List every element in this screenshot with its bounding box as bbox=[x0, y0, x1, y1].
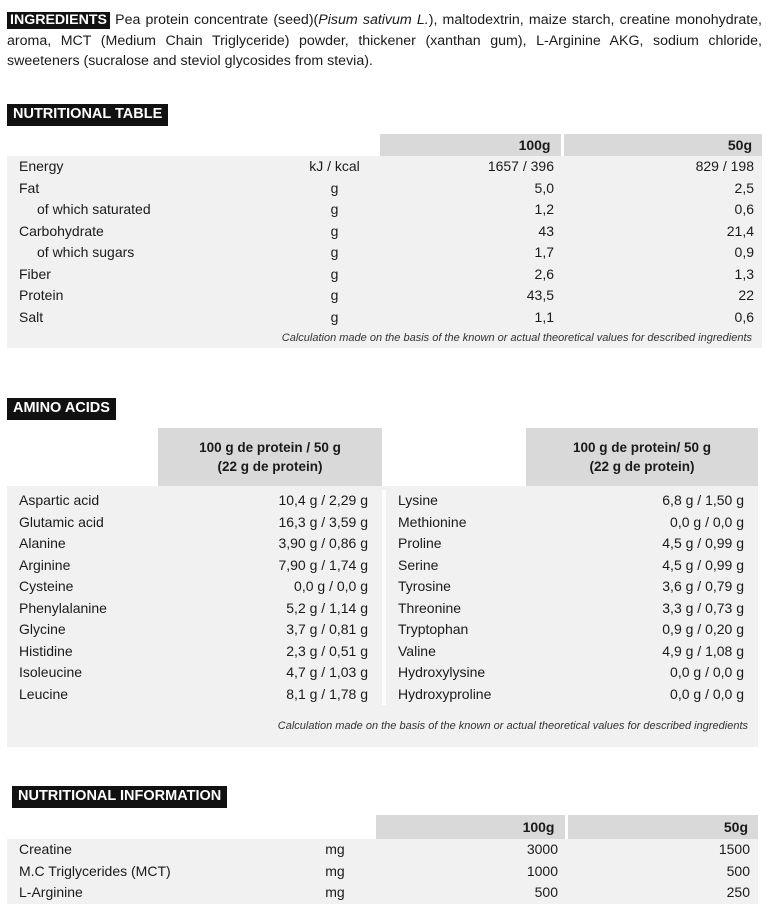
table-row bbox=[7, 839, 758, 861]
row-value-50g: 829 / 198 bbox=[695, 158, 754, 174]
row-label: Protein bbox=[19, 287, 64, 303]
table-row bbox=[7, 619, 758, 641]
table-row bbox=[7, 662, 758, 684]
row-value-50g: 0,6 bbox=[734, 308, 754, 325]
amino-value-right: 0,0 g / 0,0 g bbox=[670, 513, 744, 530]
table-row bbox=[7, 641, 758, 663]
row-unit: g bbox=[330, 244, 339, 260]
amino-value-left: 3,7 g / 0,81 g bbox=[286, 621, 368, 637]
table-row bbox=[7, 285, 762, 307]
amino-name-left: Glycine bbox=[19, 621, 66, 637]
table-row bbox=[7, 576, 758, 598]
ingredients-text-italic: Pisum sativum L. bbox=[318, 12, 429, 28]
amino-header-left bbox=[158, 428, 382, 486]
table-row bbox=[7, 490, 758, 512]
row-label: of which saturated bbox=[37, 201, 151, 217]
row-unit: g bbox=[330, 179, 339, 196]
amino-value-left: 8,1 g / 1,78 g bbox=[286, 685, 368, 702]
amino-value-right: 3,3 g / 0,73 g bbox=[662, 599, 744, 616]
row-value-100g: 5,0 bbox=[534, 179, 554, 196]
row-value-100g: 500 bbox=[534, 884, 558, 900]
row-unit: mg bbox=[325, 862, 345, 879]
row-value-100g: 1,1 bbox=[534, 308, 554, 325]
row-unit: kJ / kcal bbox=[309, 158, 360, 174]
amino-name-left: Alanine bbox=[19, 535, 66, 551]
row-value-100g: 43 bbox=[538, 222, 554, 239]
row-unit: g bbox=[330, 308, 339, 325]
row-value-50g: 1,3 bbox=[734, 265, 754, 282]
row-value-100g: 1,7 bbox=[534, 244, 554, 260]
row-unit: g bbox=[330, 222, 339, 239]
col-50g: 50g bbox=[562, 134, 762, 156]
amino-name-right: Hydroxylysine bbox=[398, 664, 486, 680]
amino-value-right: 0,0 g / 0,0 g bbox=[670, 685, 744, 702]
amino-name-left: Isoleucine bbox=[19, 664, 83, 680]
nutritional-information-title: NUTRITIONAL INFORMATION bbox=[12, 786, 227, 808]
table-row bbox=[7, 882, 758, 904]
amino-value-left: 16,3 g / 3,59 g bbox=[278, 513, 368, 530]
row-value-100g: 1000 bbox=[526, 862, 558, 879]
amino-name-left: Leucine bbox=[19, 685, 69, 702]
amino-value-left: 2,3 g / 0,51 g bbox=[286, 642, 368, 659]
amino-header-left-line2: (22 g de protein) bbox=[217, 459, 323, 474]
table-row bbox=[7, 861, 758, 883]
table-row bbox=[7, 684, 758, 706]
table-row bbox=[7, 156, 762, 178]
col-50g: 50g bbox=[566, 815, 758, 839]
row-label: L-Arginine bbox=[19, 884, 83, 900]
amino-value-right: 0,9 g / 0,20 g bbox=[662, 621, 744, 637]
amino-header-left-line1: 100 g de protein / 50 g bbox=[199, 440, 341, 455]
amino-name-left: Aspartic acid bbox=[19, 492, 100, 508]
amino-value-left: 5,2 g / 1,14 g bbox=[286, 599, 368, 616]
col-100g: 100g bbox=[380, 134, 562, 156]
row-label: Fat bbox=[19, 179, 40, 196]
row-value-100g: 1657 / 396 bbox=[487, 158, 554, 174]
row-value-100g: 3000 bbox=[526, 841, 558, 857]
amino-name-right: Serine bbox=[398, 556, 439, 573]
nutritional-table-header bbox=[7, 134, 762, 156]
table-row bbox=[7, 533, 758, 555]
row-label: Carbohydrate bbox=[19, 222, 104, 239]
amino-value-left: 10,4 g / 2,29 g bbox=[278, 492, 368, 508]
amino-header-right bbox=[526, 428, 758, 486]
amino-name-right: Hydroxyproline bbox=[398, 685, 492, 702]
row-unit: mg bbox=[325, 884, 345, 900]
table-row bbox=[7, 178, 762, 200]
calculation-note: Calculation made on the basis of the known or actual theoretical values for described ingredients bbox=[281, 332, 752, 344]
nutritional-table-title: NUTRITIONAL TABLE bbox=[7, 104, 168, 126]
row-label: Energy bbox=[19, 158, 64, 174]
col-100g: 100g bbox=[376, 815, 566, 839]
table-row bbox=[7, 598, 758, 620]
row-label: of which sugars bbox=[37, 244, 135, 260]
amino-acids-title: AMINO ACIDS bbox=[7, 398, 116, 420]
ingredients-text-a: Pea protein concentrate (seed)( bbox=[109, 12, 319, 28]
table-row bbox=[7, 555, 758, 577]
amino-name-right: Lysine bbox=[398, 492, 438, 508]
calculation-note: Calculation made on the basis of the known or actual theoretical values for described ingredients bbox=[277, 720, 748, 732]
amino-name-right: Tyrosine bbox=[398, 578, 451, 594]
row-value-50g: 0,6 bbox=[734, 201, 754, 217]
table-row bbox=[7, 307, 762, 329]
row-unit: g bbox=[330, 201, 339, 217]
row-value-50g: 2,5 bbox=[734, 179, 754, 196]
nutritional-information-header bbox=[7, 815, 758, 839]
amino-acids-header bbox=[7, 428, 758, 486]
table-row bbox=[7, 512, 758, 534]
amino-name-right: Valine bbox=[398, 642, 436, 659]
row-value-100g: 43,5 bbox=[526, 287, 554, 303]
amino-name-right: Tryptophan bbox=[398, 621, 469, 637]
amino-value-right: 4,5 g / 0,99 g bbox=[662, 556, 744, 573]
nutritional-table bbox=[7, 134, 762, 348]
amino-name-left: Cysteine bbox=[19, 578, 74, 594]
amino-name-right: Proline bbox=[398, 535, 442, 551]
row-value-50g: 22 bbox=[738, 287, 754, 303]
row-unit: g bbox=[330, 265, 339, 282]
table-row bbox=[7, 242, 762, 264]
row-label: M.C Triglycerides (MCT) bbox=[19, 862, 171, 879]
nutritional-information-table bbox=[7, 815, 758, 904]
amino-value-left: 4,7 g / 1,03 g bbox=[286, 664, 368, 680]
row-label: Creatine bbox=[19, 841, 72, 857]
ingredients-label: INGREDIENTS bbox=[7, 12, 110, 29]
table-row bbox=[7, 199, 762, 221]
ingredients-paragraph bbox=[7, 10, 762, 72]
row-unit: g bbox=[330, 287, 339, 303]
row-value-100g: 2,6 bbox=[534, 265, 554, 282]
amino-value-right: 3,6 g / 0,79 g bbox=[662, 578, 744, 594]
amino-name-left: Phenylalanine bbox=[19, 599, 107, 616]
amino-value-left: 7,90 g / 1,74 g bbox=[278, 556, 368, 573]
row-label: Fiber bbox=[19, 265, 51, 282]
amino-value-left: 3,90 g / 0,86 g bbox=[278, 535, 368, 551]
row-value-50g: 250 bbox=[726, 884, 750, 900]
amino-value-right: 4,9 g / 1,08 g bbox=[662, 642, 744, 659]
amino-acids-table bbox=[7, 428, 758, 747]
row-value-100g: 1,2 bbox=[534, 201, 554, 217]
row-unit: mg bbox=[325, 841, 345, 857]
table-row bbox=[7, 221, 762, 243]
row-value-50g: 500 bbox=[726, 862, 750, 879]
row-value-50g: 0,9 bbox=[734, 244, 754, 260]
row-value-50g: 21,4 bbox=[726, 222, 754, 239]
amino-header-right-line2: (22 g de protein) bbox=[589, 459, 695, 474]
amino-name-right: Methionine bbox=[398, 513, 467, 530]
amino-value-right: 4,5 g / 0,99 g bbox=[662, 535, 744, 551]
amino-name-left: Glutamic acid bbox=[19, 513, 104, 530]
amino-value-left: 0,0 g / 0,0 g bbox=[294, 578, 368, 594]
amino-value-right: 0,0 g / 0,0 g bbox=[670, 664, 744, 680]
ingredients-text-b: ), maltodextrin, maize starch, creatine monohydrate, aroma, MCT (Medium Chain Triglyceride) powder, thickener (xanthan gum), L-Arginine AKG, sodium chloride, sweeteners (sucralose and steviol glycosides from stevia). bbox=[7, 12, 763, 69]
amino-header-right-line1: 100 g de protein/ 50 g bbox=[572, 440, 712, 455]
row-label: Salt bbox=[19, 308, 44, 325]
amino-name-right: Threonine bbox=[398, 599, 462, 616]
table-row bbox=[7, 264, 762, 286]
amino-name-left: Arginine bbox=[19, 556, 71, 573]
amino-value-right: 6,8 g / 1,50 g bbox=[662, 492, 744, 508]
amino-name-left: Histidine bbox=[19, 642, 73, 659]
row-value-50g: 1500 bbox=[718, 841, 750, 857]
